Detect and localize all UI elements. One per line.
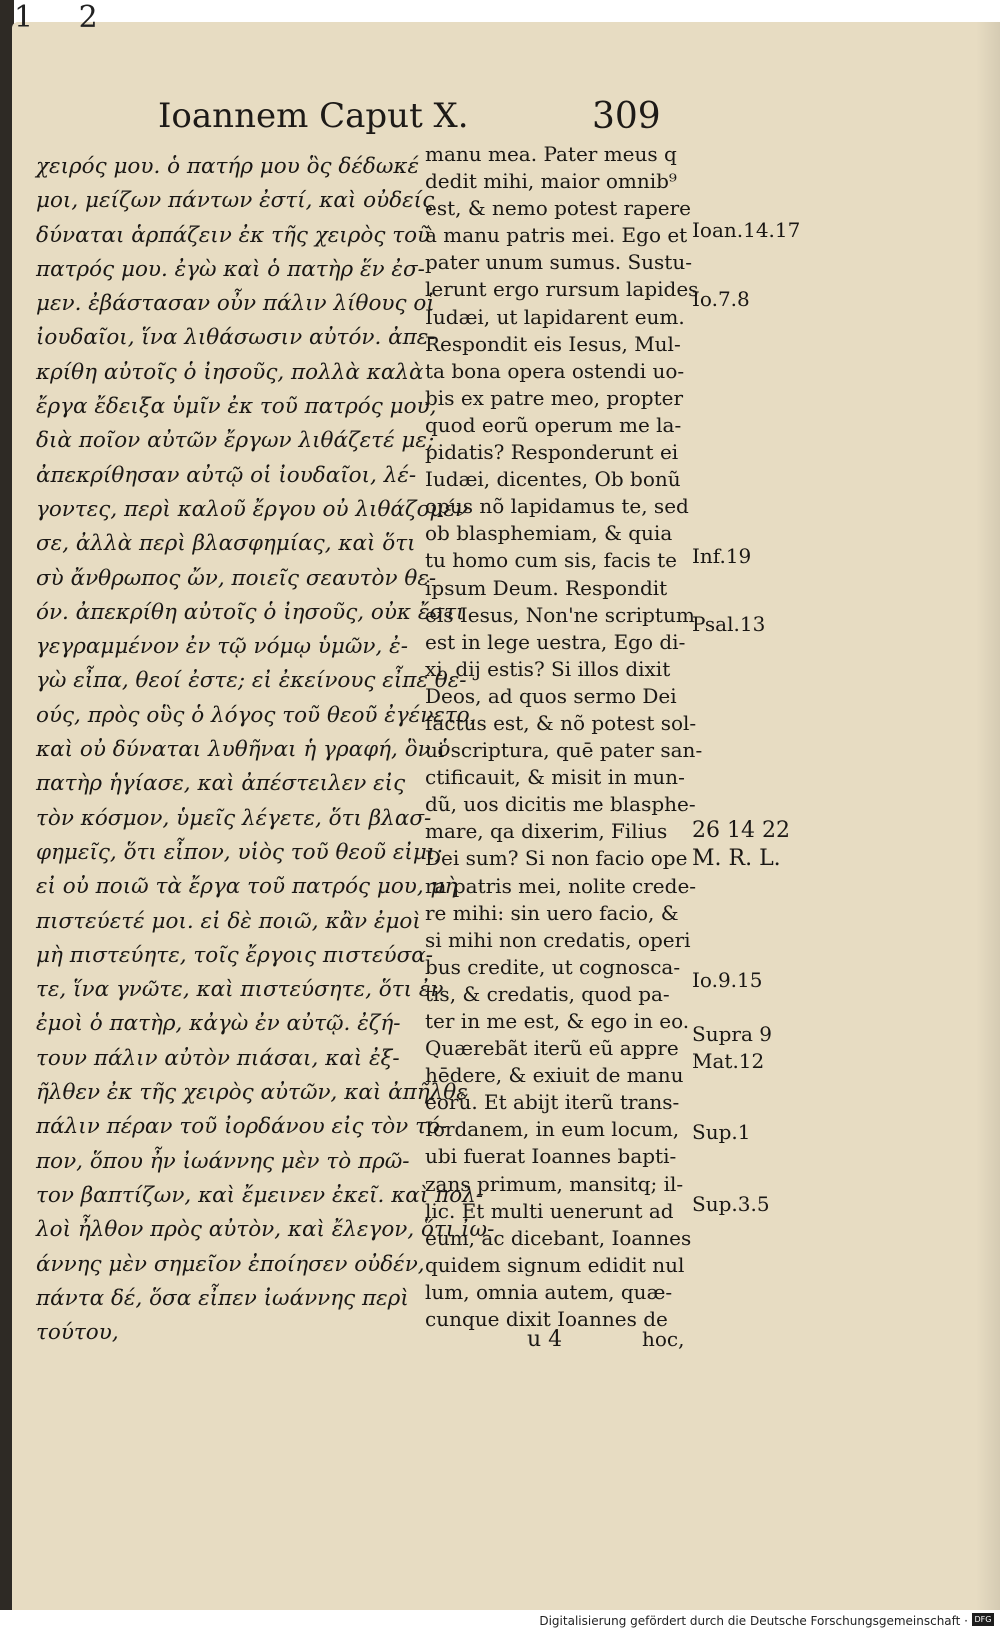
text-line: Respondit eis Iesus, Mul- [425,331,681,356]
text-line: άννης μὲν σημεῖον ἐποίησεν οὐδέν, [36,1251,425,1277]
text-line: ούς, πρὸς οὓς ὁ λόγος τοῦ θεοῦ ἐγένετο, [36,702,477,728]
text-line: zans primum, mansitq; il- [425,1171,684,1196]
text-line: ipsum Deum. Respondit [425,575,668,600]
text-line: mare, qa dixerim, Filius [425,819,668,844]
text-line: pater unum sumus. Sustu- [425,250,692,275]
text-line: à manu patris mei. Ego et [425,223,688,248]
text-line: dũ, uos dicitis me blasphe- [425,792,696,817]
margin-note: 26 14 22 [692,818,790,843]
footer-credit: Digitalisierung gefördert durch die Deutsche Forschungsgemeinschaft · [539,1614,968,1628]
text-line: tu homo cum sis, facis te [425,548,678,573]
text-line: ter in me est, & ego in eo. [425,1009,690,1033]
text-line: δύναται ἁρπάζειν ἐκ τῆς χειρὸς τοῦ [36,222,431,248]
text-line: dedit mihi, maior omnib⁹ [425,169,677,194]
text-line: μοι, μείζων πάντων ἐστί, καὶ οὐδείς [36,188,435,214]
text-line: lic. Et multi uenerunt ad [425,1198,674,1223]
text-line: Dei sum? Si non facio ope [425,846,688,871]
text-line: eum, ac dicebant, Ioannes [425,1225,692,1250]
text-line: γὼ εἶπα, θεοί ἐστε; εἰ ἐκείνους εἶπε θε- [36,668,467,694]
text-line: ῆλθεν ἐκ τῆς χειρὸς αὐτῶν, καὶ ἀπῆλθε [36,1080,468,1106]
margin-note: Supra 9 [692,1022,772,1046]
text-line: φημεῖς, ὅτι εἶπον, υἱὸς τοῦ θεοῦ εἰμι; [36,839,443,865]
text-line: est, & nemo potest rapere [425,196,691,221]
text-line: est in lege uestra, Ego di- [425,629,686,654]
text-line: factus est, & nõ potest sol- [425,710,697,735]
text-line: πον, ὅπου ἦν ἰωάννης μὲν τὸ πρῶ- [36,1148,410,1174]
margin-note: Io.7.8 [692,287,750,311]
text-line: πατρός μου. ἐγὼ καὶ ὁ πατὴρ ἕν ἐσ- [36,256,425,282]
text-line: γεγραμμένον ἐν τῷ νόμῳ ὑμῶν, ἐ- [36,634,408,660]
text-line: quidem signum edidit nul [425,1252,685,1277]
text-line: bus credite, ut cognosca- [425,954,681,979]
text-line: si mihi non credatis, operi [425,927,691,952]
catchword: hoc, [642,1327,685,1351]
text-line: κρίθη αὐτοῖς ὁ ἰησοῦς, πολλὰ καλὰ [36,359,424,385]
text-line: μὴ πιστεύητε, τοῖς ἔργοις πιστεύσα- [36,942,434,968]
text-line: lerunt ergo rursum lapides [425,277,699,302]
text-line: ta bona opera ostendi uo- [425,358,685,383]
text-line: lum, omnia autem, quæ- [425,1279,673,1304]
margin-note: Psal.13 [692,612,766,636]
text-line: Iudæi, dicentes, Ob bonũ [425,467,681,492]
margin-note: Sup.3.5 [692,1192,770,1216]
text-line: πάλιν πέραν τοῦ ἰορδάνου εἰς τὸν τό- [36,1114,448,1140]
text-line: pidatis? Responderunt ei [425,440,679,465]
page-number: 309 [592,96,661,137]
text-line: Iordanem, in eum locum, [425,1117,680,1142]
text-line: τουν πάλιν αὐτὸν πιάσαι, καὶ ἐξ- [36,1045,400,1071]
text-line: Iudæi, ut lapidarent eum. [425,304,685,329]
corner-pen-mark: 1 2 [14,0,116,35]
text-line: ἔργα ἔδειξα ὑμῖν ἐκ τοῦ πατρός μου, [36,394,437,420]
text-line: ctificauit, & misit in mun- [425,765,685,790]
latin-text-column [425,141,703,1333]
text-line: re mihi: sin uero facio, & [425,900,679,925]
text-line: διὰ ποῖον αὐτῶν ἔργων λιθάζετέ με; [36,428,435,454]
text-line: πιστεύετέ μοι. εἰ δὲ ποιῶ, κἂν ἐμοὶ [36,908,421,934]
text-line: ubi fuerat Ioannes bapti- [425,1144,677,1169]
text-line: όν. ἀπεκρίθη αὐτοῖς ὁ ἰησοῦς, οὐκ ἔστι [36,599,465,625]
dfg-logo: DFG [972,1613,994,1626]
text-line: opus nõ lapidamus te, sed [425,494,689,519]
text-line: πατὴρ ἡγίασε, καὶ ἀπέστειλεν εἰς [36,771,406,797]
margin-note: Ioan.14.17 [692,218,801,242]
text-line: quod eorũ operum me la- [425,412,682,437]
text-line: ἀπεκρίθησαν αὐτῷ οἱ ἰουδαῖοι, λέ- [36,462,417,488]
margin-notes [692,0,812,1400]
text-line: xi, dij estis? Si illos dixit [425,656,671,681]
margin-note: Inf.19 [692,544,752,568]
text-line: hēdere, & exiuit de manu [425,1063,684,1088]
text-line: bis ex patre meo, propter [425,385,684,410]
text-line: μεν. ἐβάστασαν οὖν πάλιν λίθους οἱ [36,291,435,317]
text-line: τούτου, [36,1320,119,1346]
text-line: eorũ. Et abijt iterũ trans- [425,1090,680,1115]
text-line: γοντες, περὶ καλοῦ ἔργου οὐ λιθάζομέν [36,496,469,522]
text-line: Deos, ad quos sermo Dei [425,683,677,708]
text-line: ra patris mei, nolite crede- [425,873,697,898]
text-line: ob blasphemiam, & quia [425,521,673,546]
text-line: λοὶ ἦλθον πρὸς αὐτὸν, καὶ ἔλεγον, ὅτι ἰω- [36,1217,495,1243]
margin-note: Sup.1 [692,1120,751,1144]
text-line: τε, ἵνα γνῶτε, καὶ πιστεύσητε, ὅτι ἐν [36,977,444,1003]
text-line: πάντα δέ, ὅσα εἶπεν ἰωάννης περὶ [36,1285,409,1311]
text-line: καὶ οὐ δύναται λυθῆναι ἡ γραφή, ὃν ὁ [36,737,451,763]
margin-note: Mat.12 [692,1049,765,1073]
margin-note: M. R. L. [692,846,781,871]
text-line: τον βαπτίζων, καὶ ἔμεινεν ἐκεῖ. καὶ πολ- [36,1182,484,1208]
greek-text-column [36,150,495,1350]
running-head: Ioannem Caput X. [158,96,469,136]
text-line: cunque dixit Ioannes de [425,1307,668,1332]
text-line: τὸν κόσμον, ὑμεῖς λέγετε, ὅτι βλασ- [36,805,432,831]
text-line: tis, & credatis, quod pa- [425,981,670,1006]
text-line: ἐμοὶ ὁ πατὴρ, κἀγὼ ἐν αὐτῷ. ἐζή- [36,1011,401,1037]
text-line: σε, ἀλλὰ περὶ βλασφημίας, καὶ ὅτι [36,531,416,557]
text-line: εἰ οὐ ποιῶ τὰ ἔργα τοῦ πατρός μου, μὴ [36,874,458,900]
margin-note: Io.9.15 [692,968,763,992]
signature-mark: u 4 [527,1327,563,1352]
text-line: ui scriptura, quē pater san- [425,738,703,763]
text-line: eis Iesus, Non'ne scriptum [425,602,695,627]
text-line: χειρός μου. ὁ πατήρ μου ὃς δέδωκέ [36,154,420,179]
text-line: ἰουδαῖοι, ἵνα λιθάσωσιν αὐτόν. ἀπε- [36,325,436,351]
text-line: σὺ ἄνθρωπος ὤν, ποιεῖς σεαυτὸν θε- [36,565,437,591]
text-line: Quærebãt iterũ eũ appre [425,1036,679,1061]
text-line: manu mea. Pater meus q [425,142,677,166]
